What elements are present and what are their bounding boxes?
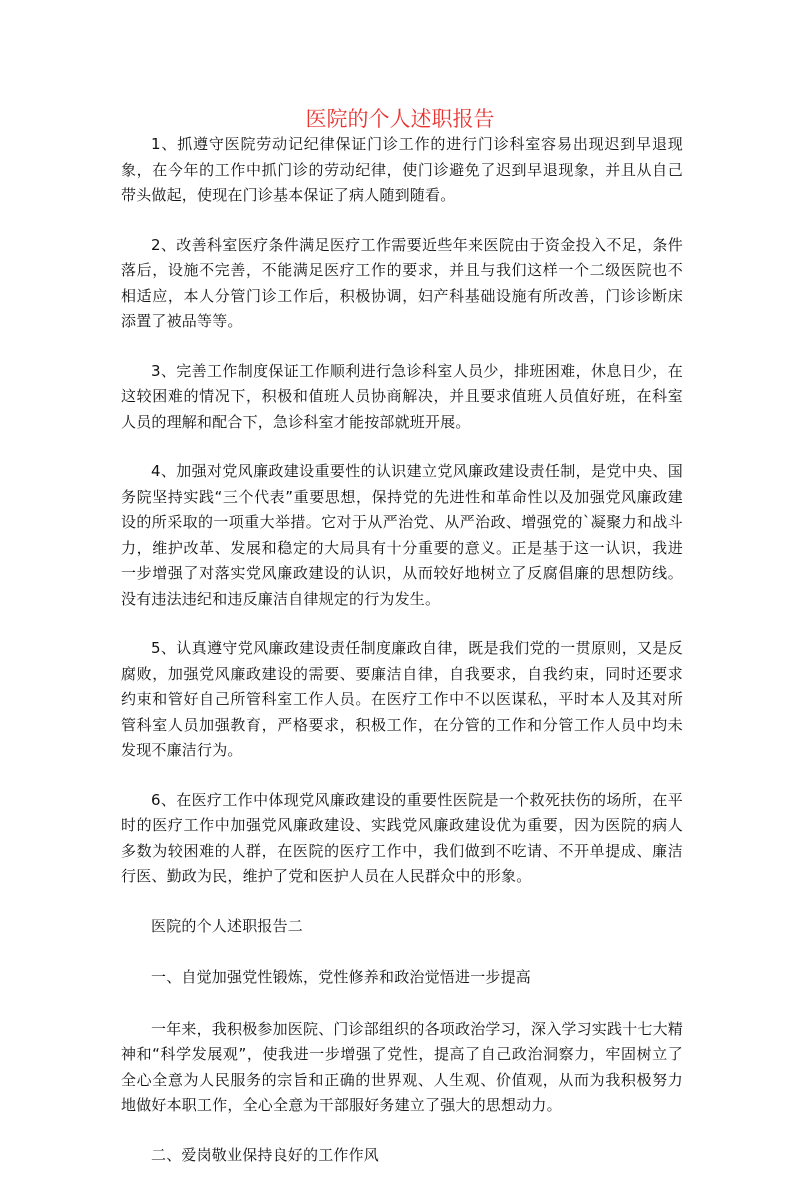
section-heading-two: 二、爱岗敬业保持良好的工作作风 xyxy=(151,1145,380,1164)
paragraph-1: 1、抓遵守医院劳动记纪律保证门诊工作的进行门诊科室容易出现迟到早退现象，在今年的工作中抓门诊的劳动纪律，使门诊避免了迟到早退现象，并且从自己带头做起，使现在门诊基本保证了病人随到随看。 xyxy=(121,135,683,204)
paragraph-6: 6、在医疗工作中体现党风廉政建设的重要性医院是一个救死扶伤的场所，在平时的医疗工作中加强党风廉政建设、实践党风廉政建设优为重要，因为医院的病人多数为较困难的人群，在医院的医疗工作中，我们做到不吃请、不开单提成、廉洁行医、勤政为民，维护了党和医护人员在人民群众中的形象。 xyxy=(121,790,683,885)
document-body xyxy=(121,132,683,1194)
paragraph-7: 一年来，我积极参加医院、门诊部组织的各项政治学习，深入学习实践十七大精神和“科学发展观”，使我进一步增强了党性，提高了自己政治洞察力，牢固树立了全心全意为人民服务的宗旨和正确的世界观、人生观、价值观，从而为我积极努力地做好本职工作，全心全意为干部服好务建立了强大的思想动力。 xyxy=(121,1019,684,1114)
section-heading-report-two: 医院的个人述职报告二 xyxy=(151,916,304,935)
paragraph-3: 3、完善工作制度保证工作顺利进行急诊科室人员少，排班困难，休息日少，在这较困难的情况下，积极和值班人员协商解决，并且要求值班人员值好班，在科室人员的理解和配合下，急诊科室才能按部就班开展。 xyxy=(121,361,683,431)
document-title: 医院的个人述职报告 xyxy=(305,107,495,131)
paragraph-2: 2、改善科室医疗条件满足医疗工作需要近些年来医院由于资金投入不足，条件落后，设施不完善，不能满足医疗工作的要求，并且与我们这样一个二级医院也不相适应，本人分管门诊工作后，积极协调，妇产科基础设施有所改善，门诊诊断床添置了被品等等。 xyxy=(121,235,683,330)
section-heading-one: 一、自觉加强党性锻炼，党性修养和政治觉悟进一步提高 xyxy=(151,968,532,986)
paragraph-5: 5、认真遵守党风廉政建设责任制度廉政自律，既是我们党的一贯原则，又是反腐败，加强党风廉政建设的需要、要廉洁自律，自我要求，自我约束，同时还要求约束和管好自己所管科室工作人员。在医疗工作中不以医谋私，平时本人及其对所管科室人员加强教育，严格要求，积极工作，在分管的工作和分管工作人员中均未发现不廉洁行为。 xyxy=(121,639,683,759)
paragraph-4: 4、加强对党风廉政建设重要性的认识建立党风廉政建设责任制，是党中央、国务院坚持实践“三个代表”重要思想，保持党的先进性和革命性以及加强党风廉政建设的所采取的一项重大举措。它对于从严治党、从严治政、增强党的`凝聚力和战斗力，维护改革、发展和稳定的大局具有十分重要的意义。正是基于这一认识，我进一步增强了对落实党风廉政建设的认识，从而较好地树立了反腐倡廉的思想防线。没有违法违纪和违反廉洁自律规定的行为发生。 xyxy=(121,462,683,608)
